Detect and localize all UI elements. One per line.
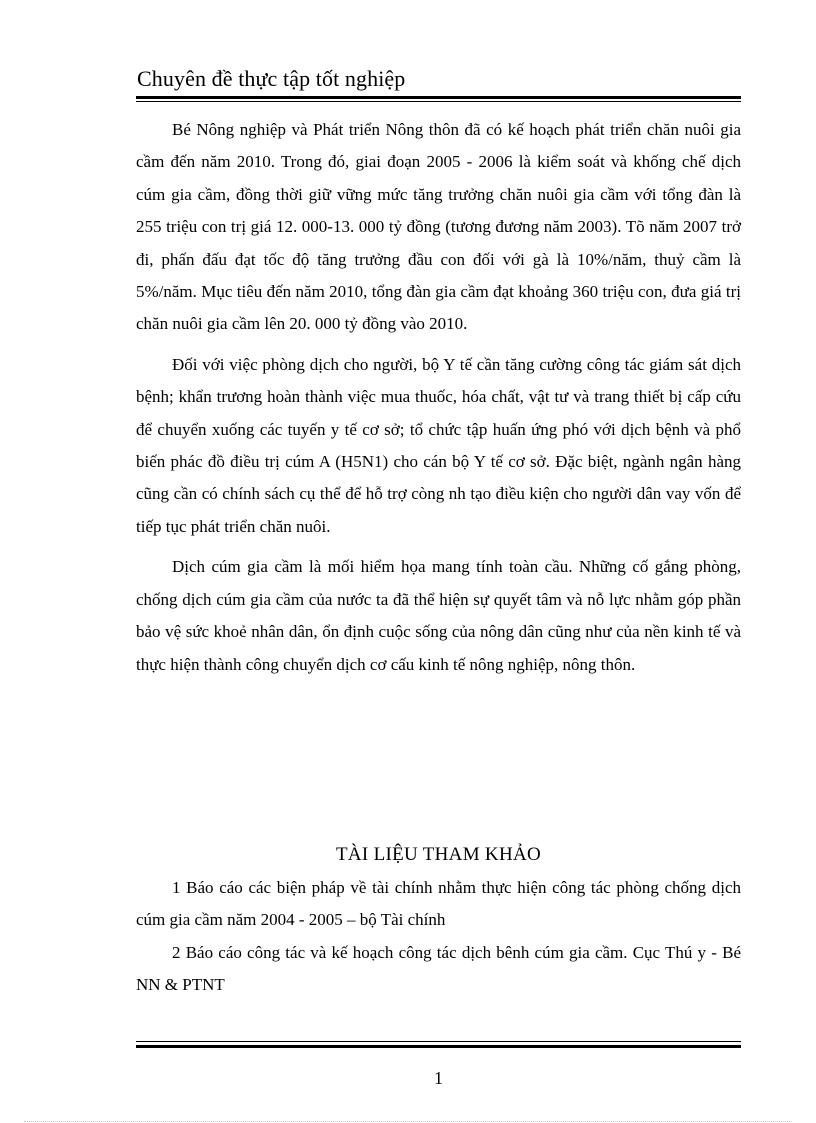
- page-number: 1: [434, 1068, 443, 1088]
- paragraph-1: Bé Nông nghiệp và Phát triển Nông thôn đã có kế hoạch phát triển chăn nuôi gia cầm đến năm 2010. Trong đó, giai đoạn 2005 - 2006 là kiểm soát và khống chế dịch cúm gia cầm, đồng thời giữ vững mức tăng trưởng chăn nuôi gia cầm với tổng đàn là 255 triệu con trị giá 12. 000-13. 000 tỷ đồng (tương đương năm 2003). Tõ năm 2007 trở đi, phấn đấu đạt tốc độ tăng trưởng đầu con đối với gà là 10%/năm, thuỷ cầm là 5%/năm. Mục tiêu đến năm 2010, tổng đàn gia cầm đạt khoảng 360 triệu con, đưa giá trị chăn nuôi gia cầm lên 20. 000 tỷ đồng vào 2010.: [136, 120, 741, 334]
- footer-rule-thin: [136, 1041, 741, 1042]
- paragraph-3: Dịch cúm gia cầm là mối hiểm họa mang tính toàn cầu. Những cố gắng phòng, chống dịch cúm gia cầm của nước ta đã thể hiện sự quyết tâm và nỗ lực nhằm góp phần bảo vệ sức khoẻ nhân dân, ổn định cuộc sống của nông dân cũng như của nền kinh tế và thực hiện thành công chuyển dịch cơ cấu kinh tế nông nghiệp, nông thôn.: [136, 557, 741, 674]
- page-bottom-divider: [24, 1121, 792, 1122]
- body-text: [136, 114, 741, 689]
- header-rule-thin: [136, 101, 741, 102]
- references-list: [136, 872, 741, 1002]
- reference-item: 2 Báo cáo công tác và kế hoạch công tác dịch bênh cúm gia cầm. Cục Thú y - Bé NN & PTNT: [136, 942, 741, 995]
- references-title: TÀI LIỆU THAM KHẢO: [335, 844, 542, 865]
- reference-item: 1 Báo cáo các biện pháp về tài chính nhằm thực hiện công tác phòng chống dịch cúm gia cầm năm 2004 - 2005 – bộ Tài chính: [136, 878, 741, 930]
- paragraph-2: Đối với việc phòng dịch cho người, bộ Y tế cần tăng cường công tác giám sát dịch bệnh; khẩn trương hoàn thành việc mua thuốc, hóa chất, vật tư và trang thiết bị cấp cứu để chuyển xuống các tuyến y tế cơ sở; tổ chức tập huấn ứng phó với dịch bệnh và phổ biến phác đồ điều trị cúm A (H5N1) cho cán bộ Y tế cơ sở. Đặc biệt, ngành ngân hàng cũng cần có chính sách cụ thể để hỗ trợ còng nh tạo điều kiện cho người dân vay vốn để tiếp tục phát triển chăn nuôi.: [136, 354, 741, 536]
- header-rule-thick: [136, 96, 741, 99]
- page-header-title: Chuyên đề thực tập tốt nghiệp: [137, 66, 406, 91]
- footer-rule-thick: [136, 1045, 741, 1048]
